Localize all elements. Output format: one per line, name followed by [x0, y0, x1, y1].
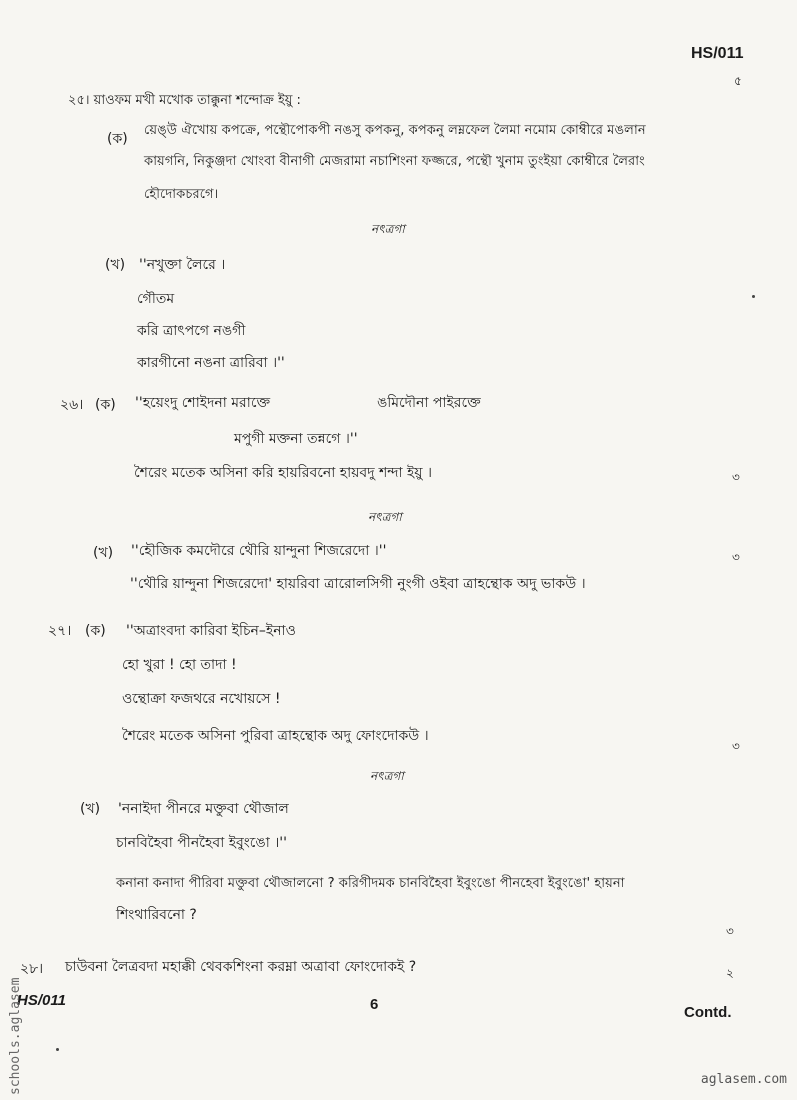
q26-or: নৎত্রগা — [368, 510, 402, 524]
footer-contd: Contd. — [684, 1004, 732, 1021]
paper-code: HS/011 — [691, 45, 744, 62]
page-mark: ৫ — [734, 74, 742, 88]
q26-ka-verse-1b: ঙমিদৌনা পাইরক্তে — [377, 395, 481, 411]
scan-speck — [752, 295, 755, 298]
q25-kha-line-1: ''নখুক্তা লৈরে । — [139, 257, 226, 273]
q25-ka-label: (ক) — [107, 131, 128, 147]
q27-kha-line-2: চানবিহৈবা পীনহৈবা ইবুংঙো ।'' — [116, 835, 287, 851]
corner-watermark: aglasem.com — [700, 1072, 787, 1087]
q27-ka-line-1: ''অত্রাংবদা কারিবা ইচিন–ইনাও — [126, 623, 296, 639]
q27-ka-line-3: ওন্থোক্রা ফজথরে নখোয়সে ! — [122, 691, 281, 707]
q25-kha-line-4: কারগীনো নঙনা ত্রারিবা ।'' — [137, 355, 285, 371]
q25-kha-line-2: গৌতম — [137, 291, 175, 307]
q27-number: ২৭। — [48, 623, 72, 639]
scan-speck — [56, 1048, 59, 1051]
q28-number: ২৮। — [20, 961, 44, 977]
q26-ka-label: (ক) — [95, 397, 116, 413]
q26-ka-question: শৈরেং মতেক অসিনা করি হায়রিবনো হায়বদু শন্দা ইয়ু । — [134, 465, 433, 481]
q25-kha-label: (খ) — [105, 257, 126, 273]
q27-or: নৎত্রগা — [370, 769, 404, 783]
q25-ka-line-2: কায়গনি, নিকুঞ্জদা খোংবা বীনাগী মেজরামা নচাশিংনা ফজ্জরে, পন্থৌ খুনাম তুংইয়া কোম্বীরে লৈরাং — [144, 154, 645, 169]
q26-ka-marks: ৩ — [732, 470, 740, 484]
q27-kha-label: (খ) — [80, 801, 101, 817]
footer-paper-code: HS/011 — [17, 992, 66, 1009]
q27-kha-line-1: 'ননাইদা পীনরে মক্তুবা থৌজাল — [118, 801, 289, 817]
q27-kha-marks: ৩ — [726, 924, 734, 938]
q27-kha-question-2: শিংথারিবনো ? — [116, 907, 197, 923]
q26-kha-label: (খ) — [93, 545, 114, 561]
q27-ka-line-2: হো খুরা ! হো তাদা ! — [122, 657, 237, 673]
q26-kha-marks: ৩ — [732, 550, 740, 564]
q26-kha-question: ''থৌরি য়ান্দুনা শিজরেদো' হায়রিবা ত্রারোলসিগী নুংগী ওইবা ত্রাহন্থোক অদু ভাকউ । — [130, 576, 586, 592]
q26-number: ২৬। — [60, 397, 84, 413]
q25-kha-line-3: করি ত্রাৎপগে নঙগী — [137, 323, 246, 339]
q28-question: চাউবনা লৈত্রবদা মহাক্কী থেবকশিংনা করম্না অত্রাবা ফোংদোকই ? — [65, 959, 417, 975]
q28-marks: ২ — [726, 966, 734, 980]
q25-or: নৎত্রগা — [371, 222, 405, 236]
q26-ka-verse-2: মপুগী মক্তনা তন্নগে ।'' — [234, 431, 358, 447]
q26-kha-quote: ''হৌজিক কমদৌরে থৌরি য়ান্দুনা শিজরেদো ।'' — [131, 543, 387, 559]
side-watermark: schools.aglasem — [8, 977, 23, 1095]
q27-ka-line-4: শৈরেং মতেক অসিনা পুরিবা ত্রাহন্থোক অদু ফোংদোকউ । — [122, 728, 429, 744]
footer-page-number: 6 — [370, 996, 379, 1013]
q25-ka-line-3: হৌদোকচরগে। — [144, 187, 219, 202]
q25-title: ২৫। য়াওফম মখী মখোক তাক্কুনা শন্দোক্র ইয়ু : — [68, 93, 301, 108]
q25-ka-line-1: য়েঙ্উ ঐখোয় কপক্রে, পন্থৌপোকপী নঙসু কপকনু, কপকনু লম্নফেল লৈমা নমোম কোম্বীরে মঙলান — [144, 123, 646, 138]
q27-ka-marks: ৩ — [732, 739, 740, 753]
q26-ka-verse-1a: ''হয়েংদু শোইদনা মরাক্তে — [135, 395, 271, 411]
q27-kha-question-1: কনানা কনাদা পীরিবা মক্তুবা থৌজালনো ? করিগীদমক চানবিহৈবা ইবুংঙো পীনহেবা ইবুংঙো' হায়না — [116, 876, 625, 891]
q27-ka-label: (ক) — [85, 623, 106, 639]
